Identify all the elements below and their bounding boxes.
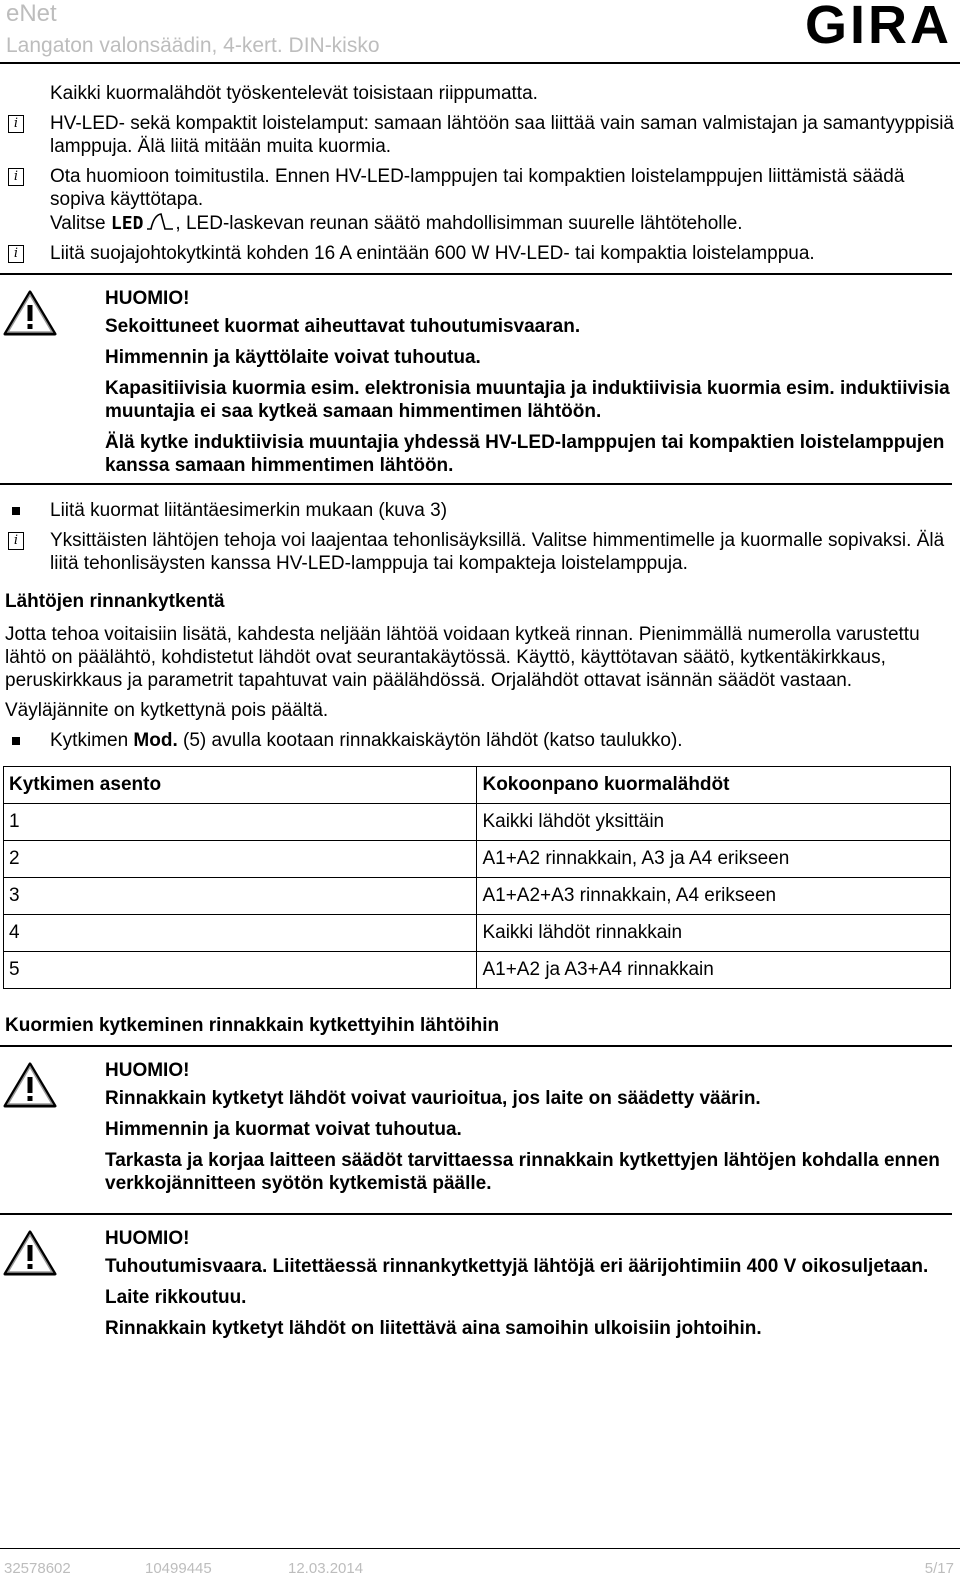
footer-doc-number: 32578602 (4, 1560, 71, 1577)
info-icon: i (8, 168, 24, 186)
instruction-text: Liitä kuormat liitäntäesimerkin mukaan (kuva 3) (50, 500, 448, 521)
table-cell: 4 (4, 915, 477, 952)
table-cell: A1+A2+A3 rinnakkain, A4 erikseen (477, 878, 951, 915)
info-icon: i (8, 245, 24, 263)
footer-page-number: 5/17 (924, 1560, 954, 1577)
bullet-square-icon (12, 507, 20, 515)
table-header-cell: Kytkimen asento (4, 767, 477, 804)
table-cell: A1+A2 ja A3+A4 rinnakkain (477, 952, 951, 989)
table-cell: A1+A2 rinnakkain, A3 ja A4 erikseen (477, 841, 951, 878)
warning-title: HUOMIO! (105, 288, 190, 309)
warning-line: Himmennin ja käyttölaite voivat tuhoutua. (105, 347, 481, 368)
intro-line (0, 82, 960, 105)
table-cell: Kaikki lähdöt yksittäin (477, 804, 951, 841)
table-header-row (4, 767, 951, 804)
warning-triangle-icon (2, 1229, 58, 1277)
warning-divider (0, 1213, 952, 1215)
warning-title: HUOMIO! (105, 1228, 190, 1249)
warning-block-mixed-loads (0, 273, 960, 477)
table-row (4, 804, 951, 841)
warning-line: Himmennin ja kuormat voivat tuhoutua. (105, 1119, 462, 1140)
instruction-step (0, 729, 960, 752)
warning-divider (0, 273, 952, 275)
led-mode-label: LED (110, 213, 144, 234)
table-header-cell: Kokoonpano kuormalähdöt (477, 767, 951, 804)
table-row (4, 878, 951, 915)
warning-block-phase-short (0, 1213, 960, 1340)
warning-line: Rinnakkain kytketyt lähdöt on liitettävä aina samoihin ulkoisiin johtoihin. (105, 1318, 762, 1339)
instruction-prefix: Kytkimen (50, 730, 129, 751)
table-cell: 5 (4, 952, 477, 989)
warning-line: Tarkasta ja korjaa laitteen säädöt tarvittaessa rinnakkain kytkettyjen lähtöjen kohdalla ennen verkkojännitteen syötön kytkemistä päälle. (105, 1150, 940, 1194)
table-cell: 3 (4, 878, 477, 915)
switch-position-table (3, 766, 951, 989)
warning-divider (0, 483, 952, 485)
warning-title: HUOMIO! (105, 1060, 190, 1081)
section-heading-parallel: Lähtöjen rinnankytkentä (5, 591, 225, 612)
warning-line: Tuhoutumisvaara. Liitettäessä rinnankytkettyjä lähtöjä eri äärijohtimiin 400 V oikosuljetaan. (105, 1256, 929, 1277)
warning-block-parallel-damage (0, 1045, 960, 1195)
info-note-4-text: Yksittäisten lähtöjen tehoja voi laajentaa tehonlisäyksillä. Valitse himmentimelle ja kuormalle sopivaksi. Älä liitä tehonlisäysten kanssa HV-LED-lamppuja tai kompakteja loistelamppuja. (50, 530, 945, 574)
info-note-2 (0, 165, 960, 235)
brand-logo: GIRA (805, 0, 952, 55)
warning-line: Sekoittuneet kuormat aiheuttavat tuhoutumisvaaran. (105, 316, 581, 337)
instruction-suffix: (5) avulla kootaan rinnakkaiskäytön lähdöt (katso taulukko). (183, 730, 683, 751)
info-note-2-text: Ota huomioon toimitustila. Ennen HV-LED-lamppujen tai kompaktien loistelamppujen liittämistä säädä sopiva käyttötapa. (50, 166, 905, 210)
info-note-1 (0, 112, 960, 158)
footer-divider (0, 1548, 960, 1549)
paragraph: Jotta tehoa voitaisiin lisätä, kahdesta neljään lähtöä voidaan kytkeä rinnan. Pienimmällä numerolla varustettu lähtö on päälähtö, kohdistetut lähdöt ovat seurantakäytössä. Käyttö, käyttötavan säätö, kytkentäkirkkaus, peruskirkkaus ja parametrit tapahtuvat vain päälähdössä. Orjalähdöt ottavat isännän säädöt vastaan. (5, 624, 920, 691)
header-divider (0, 62, 960, 64)
instruction-step (0, 499, 960, 522)
section-heading-loads: Kuormien kytkeminen rinnakkain kytkettyihin lähtöihin (5, 1015, 500, 1036)
paragraph: Väyläjännite on kytkettynä pois päältä. (5, 700, 329, 721)
warning-triangle-icon (2, 289, 58, 337)
warning-triangle-icon (2, 1061, 58, 1109)
product-name: eNet (6, 0, 57, 27)
info-note-4 (0, 529, 960, 575)
info-icon: i (8, 115, 24, 133)
led-line-suffix: , LED-laskevan reunan säätö mahdollisimman suurelle lähtöteholle. (175, 213, 743, 234)
table-row (4, 952, 951, 989)
footer-article-number: 10499445 (145, 1560, 212, 1577)
warning-divider (0, 1045, 952, 1047)
info-icon: i (8, 532, 24, 550)
info-note-2-led-line (50, 211, 960, 235)
falling-edge-icon (145, 211, 175, 231)
intro-text: Kaikki kuormalähdöt työskentelevät toisistaan riippumatta. (50, 83, 538, 104)
table-row (4, 915, 951, 952)
warning-line: Kapasitiivisia kuormia esim. elektronisia muuntajia ja induktiivisia kuormia esim. induktiivisia muuntajia ei saa kytkeä samaan himmentimen lähtöön. (105, 378, 950, 422)
switch-label: Mod. (133, 730, 178, 751)
bullet-square-icon (12, 737, 20, 745)
warning-line: Laite rikkoutuu. (105, 1287, 247, 1308)
table-cell: 2 (4, 841, 477, 878)
info-note-1-text: HV-LED- sekä kompaktit loistelamput: samaan lähtöön saa liittää vain saman valmistajan ja samantyyppisiä lamppuja. Älä liitä mitään muita kuormia. (50, 113, 954, 157)
page-header (0, 0, 960, 64)
page-footer (0, 1548, 960, 1582)
table-row (4, 841, 951, 878)
table-cell: 1 (4, 804, 477, 841)
info-note-3-text: Liitä suojajohtokytkintä kohden 16 A enintään 600 W HV-LED- tai kompaktia loistelamppua. (50, 243, 815, 264)
table-cell: Kaikki lähdöt rinnakkain (477, 915, 951, 952)
warning-line: Rinnakkain kytketyt lähdöt voivat vaurioitua, jos laite on säädetty väärin. (105, 1088, 761, 1109)
info-note-3 (0, 242, 960, 265)
document-body (0, 82, 960, 1348)
product-subtitle: Langaton valonsäädin, 4-kert. DIN-kisko (6, 34, 380, 57)
warning-line: Älä kytke induktiivisia muuntajia yhdessä HV-LED-lamppujen tai kompaktien loistelamppujen kanssa samaan himmentimen lähtöön. (105, 432, 945, 476)
footer-date: 12.03.2014 (288, 1560, 364, 1577)
led-line-prefix: Valitse (50, 213, 106, 234)
